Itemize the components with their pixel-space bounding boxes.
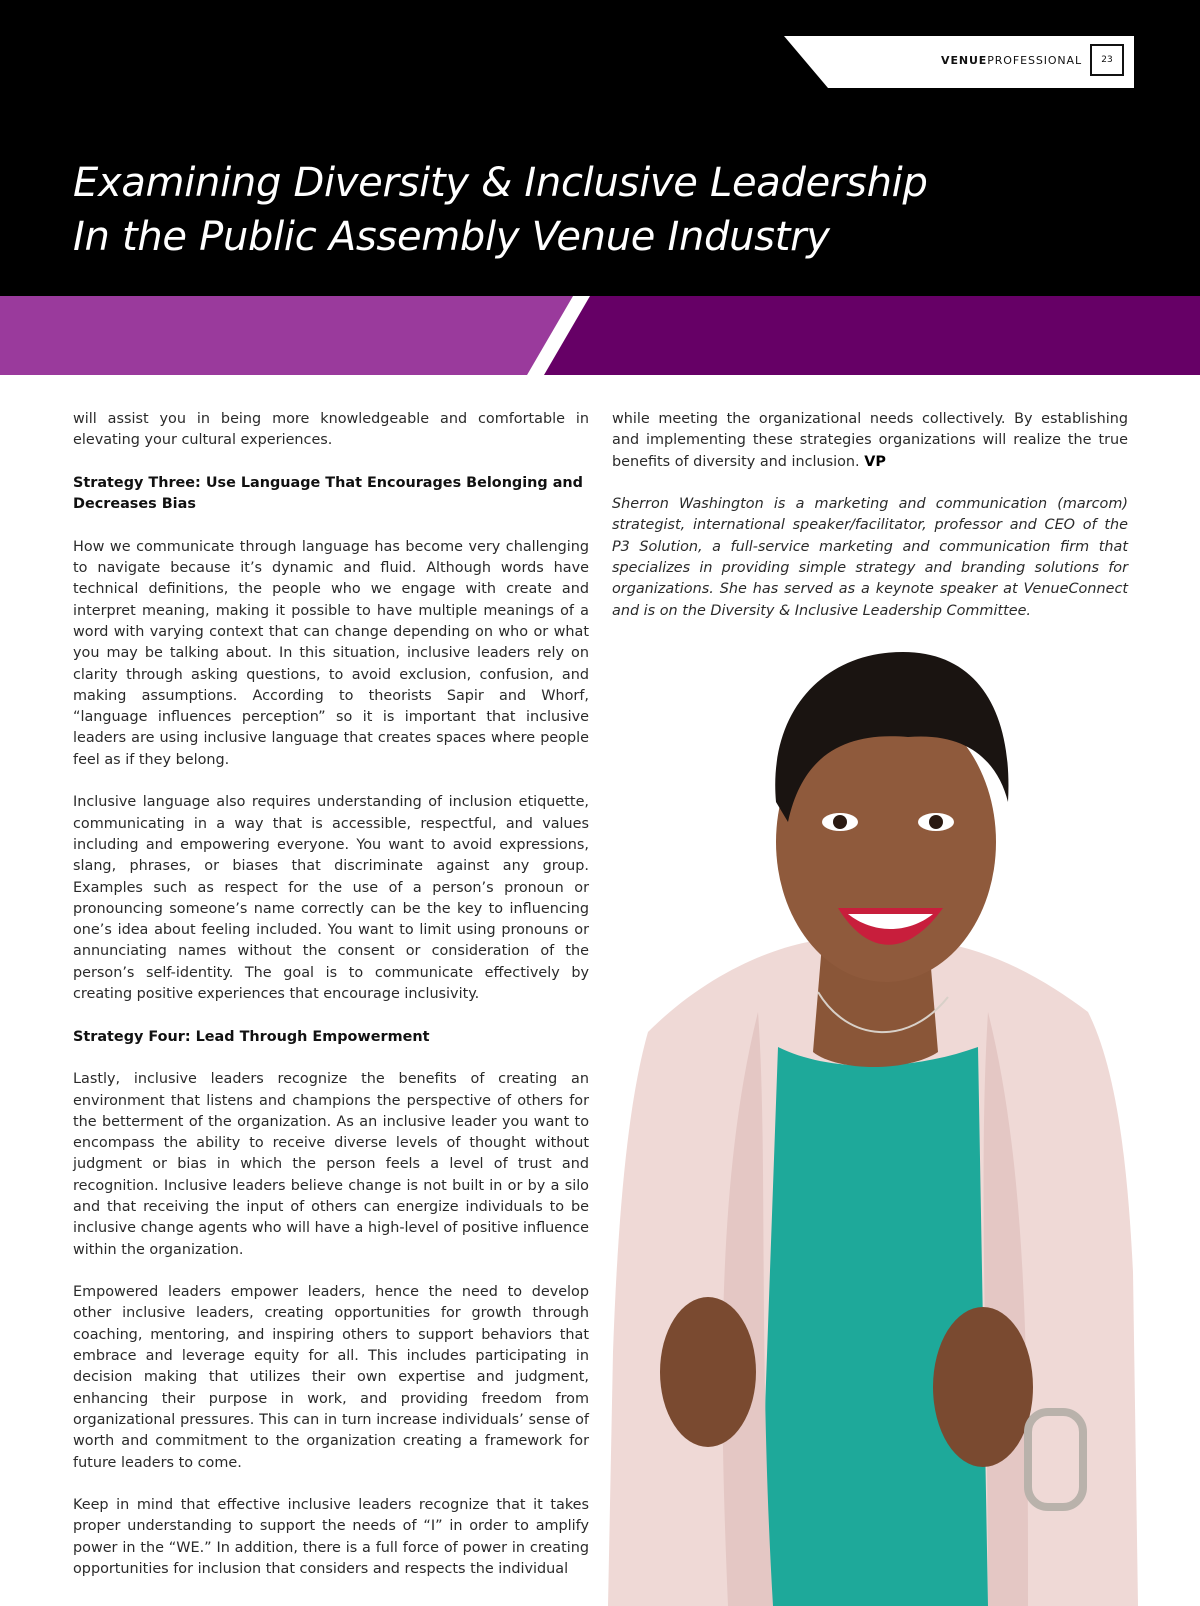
body-paragraph: Lastly, inclusive leaders recognize the benefits of creating an environment that listens and champions the perspective of others for the betterment of the organization. As an inclusive leader you want to encompass the ability to receive diverse levels of thought without judgment or bias in which the person feels a level of trust and recognition. Inclusive leaders believe change is not built in or by a silo and that receiving the input of others can energize individuals to be inclusive change agents who will have a high-level of positive influence within the organization.	[73, 1071, 589, 1258]
portrait-pupil-right	[929, 815, 943, 829]
article-title	[73, 156, 1123, 264]
body-paragraph: Inclusive language also requires understanding of inclusion etiquette, communicating in a way that is accessible, respectful, and values including and empowering everyone. You want to avoid expressions, slang, phrases, or biases that discriminate against any group. Examples such as respect for the use of a person’s pronoun or pronouncing someone’s name correctly can be the key to influencing one’s idea about feeling included. You want to limit using pronouns or annunciating names without the consent or consideration of the person’s self-identity. The goal is to communicate effectively by creating positive experiences that encourage inclusivity.	[73, 794, 589, 1003]
brand-wordmark	[941, 54, 1082, 67]
portrait-pupil-left	[833, 815, 847, 829]
body-paragraph: Empowered leaders empower leaders, hence the need to develop other inclusive leaders, creating opportunities for growth through coaching, mentoring, and inspiring others to support behaviors that embrace and leverage equity for all. This includes participating in decision making that utilizes their own expertise and judgment, enhancing their purpose in work, and providing freedom from organizational pressures. This can in turn increase individuals’ sense of worth and commitment to the organization creating a framework for future leaders to come.	[73, 1284, 589, 1471]
author-portrait	[608, 652, 1148, 1606]
left-column	[73, 409, 589, 1602]
body-paragraph: Keep in mind that effective inclusive leaders recognize that it takes proper understanding to support the needs of “I” in order to amplify power in the “WE.” In addition, there is a full force of power in creating opportunities for inclusion that considers and respects the individual	[73, 1497, 589, 1578]
masthead-tab	[0, 36, 1200, 88]
title-line-2: In the Public Assembly Venue Industry	[73, 214, 830, 260]
author-bio: Sherron Washington is a marketing and communication (marcom) strategist, international speaker/facilitator, professor and CEO of the P3 Solution, a full-service marketing and communication firm that specializes in providing simple strategy and branding solutions for organizations. She has served as a keynote speaker at VenueConnect and is on the Diversity & Inclusive Leadership Committee.	[612, 496, 1128, 619]
brand-rest: PROFESSIONAL	[987, 54, 1082, 67]
end-mark: VP	[864, 453, 886, 470]
subheading-strategy-four: Strategy Four: Lead Through Empowerment	[73, 1028, 430, 1045]
page-number: 23	[1090, 44, 1124, 76]
brand-bold: VENUE	[941, 54, 988, 67]
purple-band	[0, 296, 1200, 375]
purple-band-light	[0, 296, 573, 375]
portrait-hand-right	[933, 1307, 1033, 1467]
closing-text: while meeting the organizational needs collectively. By establishing and implementing these strategies organizations will realize the true benefits of diversity and inclusion.	[612, 411, 1128, 470]
portrait-hand-left	[660, 1297, 756, 1447]
body-paragraph: will assist you in being more knowledgeable and comfortable in elevating your cultural experiences.	[73, 411, 589, 449]
title-line-1: Examining Diversity & Inclusive Leadership	[73, 160, 928, 206]
right-column	[612, 409, 1128, 643]
subheading-strategy-three: Strategy Three: Use Language That Encourages Belonging and Decreases Bias	[73, 474, 583, 513]
closing-paragraph	[612, 409, 1128, 473]
body-paragraph: How we communicate through language has become very challenging to navigate because it’s dynamic and fluid. Although words have technical definitions, the people who we engage with create and interpret meaning, making it possible to have multiple meanings of a word with varying context that can change depending on who or what you may be talking about. In this situation, inclusive leaders rely on clarity through asking questions, to avoid exclusion, confusion, and making assumptions. According to theorists Sapir and Whorf, “language influences perception” so it is important that inclusive leaders are using inclusive language that creates spaces where people feel as if they belong.	[73, 538, 589, 768]
